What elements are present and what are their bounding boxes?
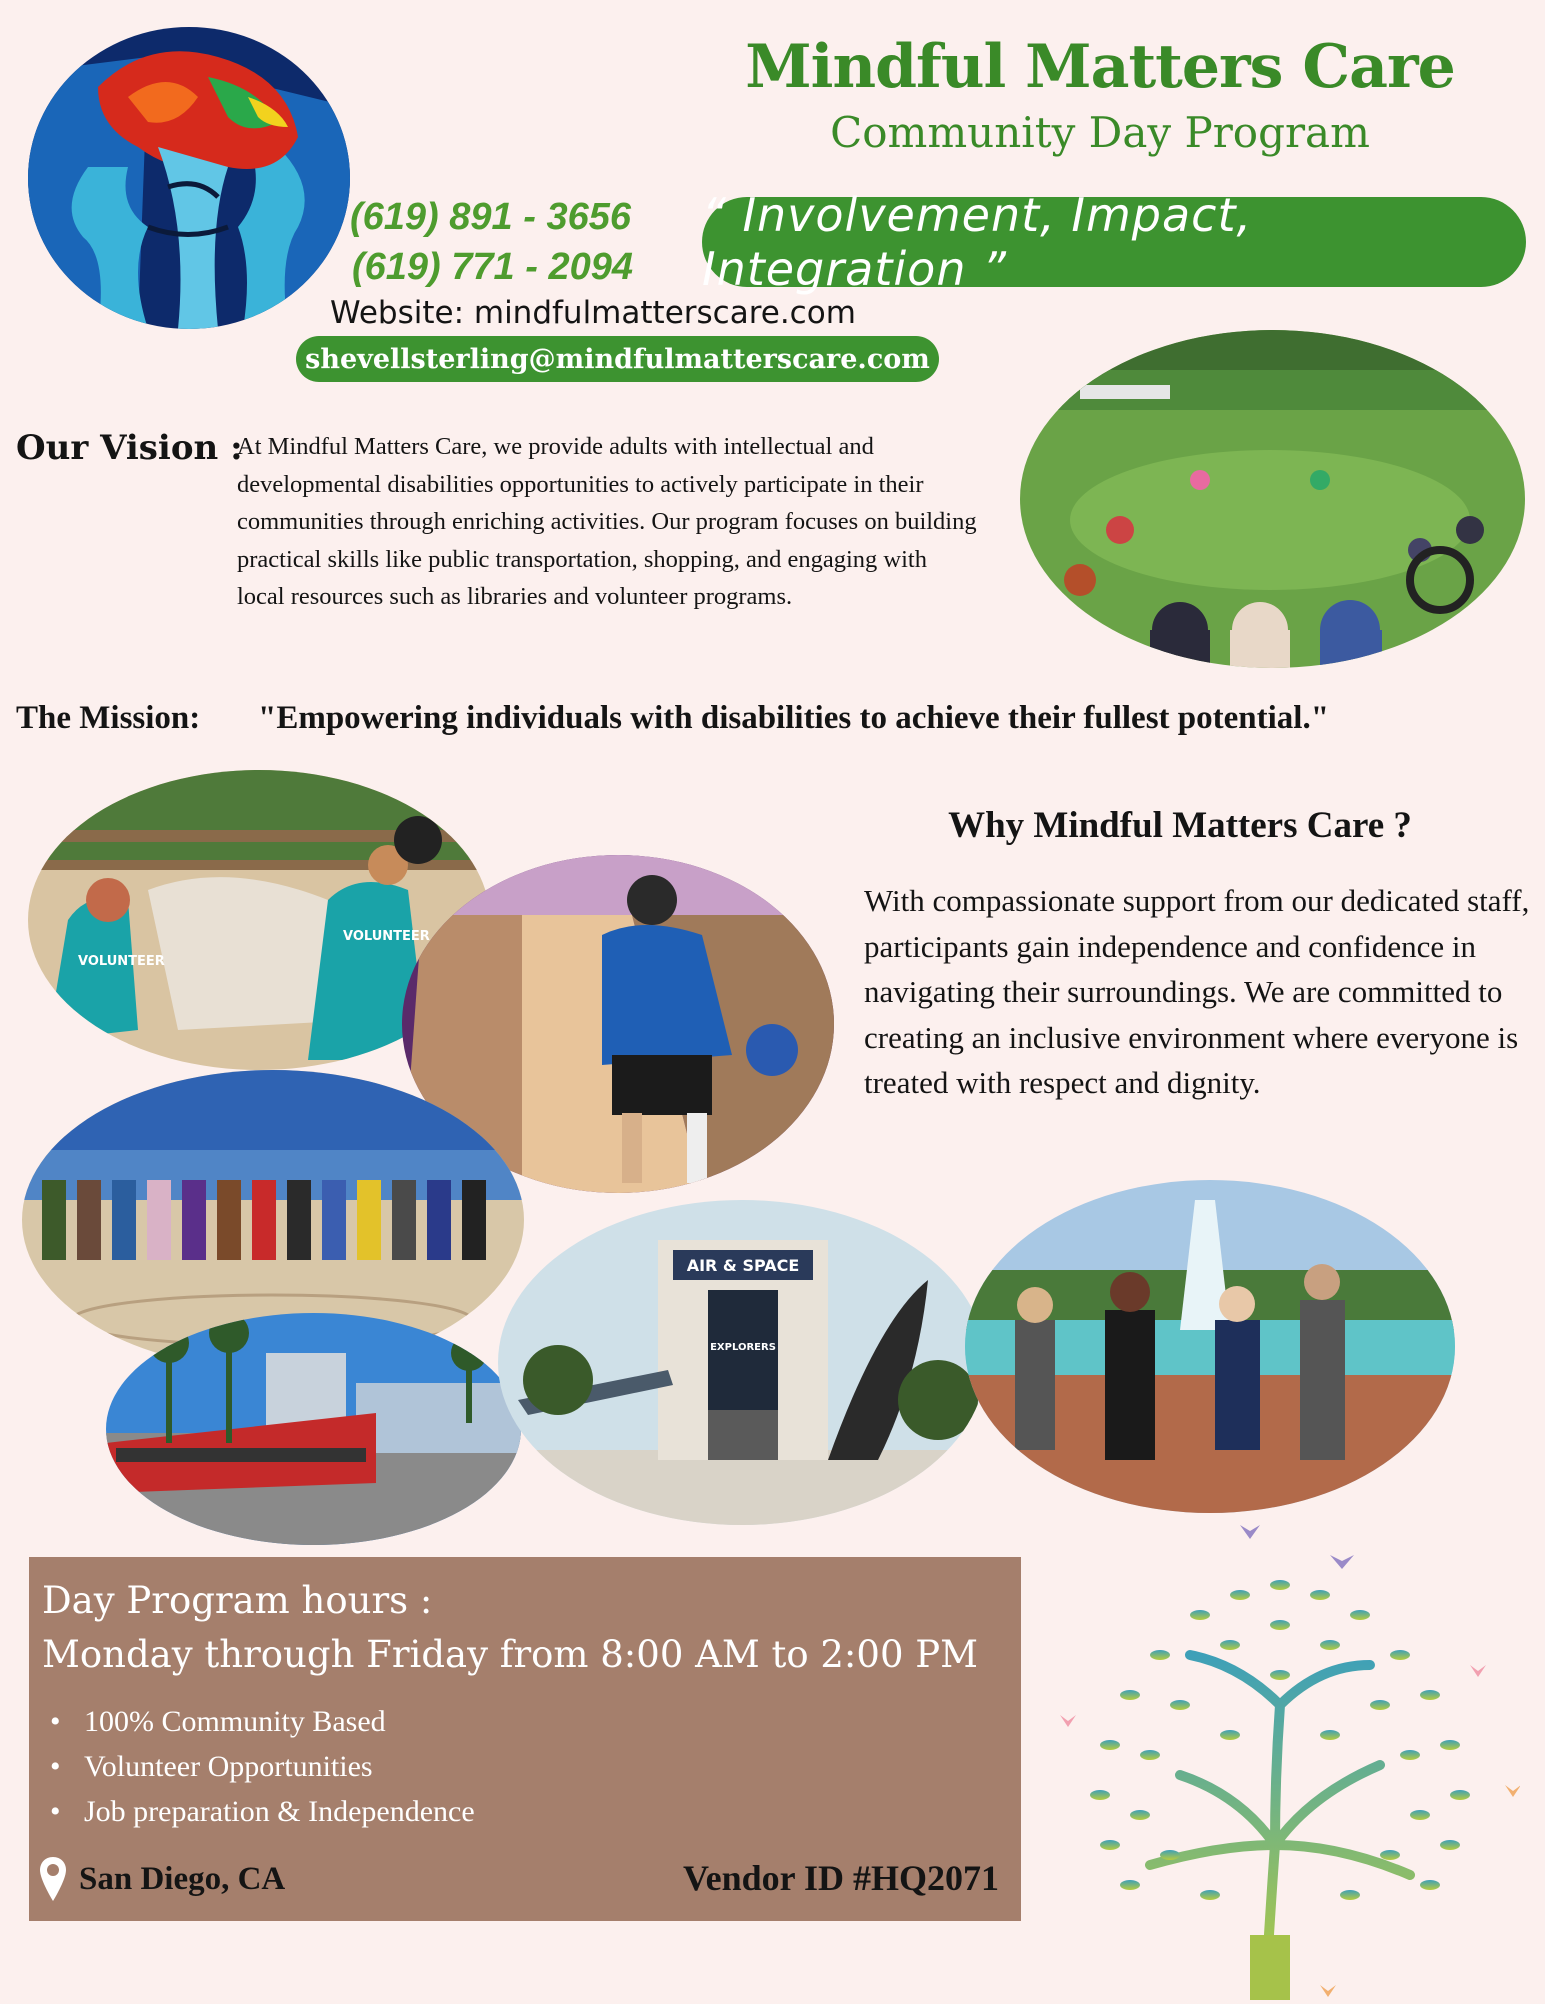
list-item: • 100% Community Based — [50, 1705, 386, 1738]
fountain-group-photo — [965, 1180, 1455, 1513]
hours-detail: Monday through Friday from 8:00 AM to 2:00 PM — [42, 1633, 979, 1676]
museum-banner-text: EXPLORERS — [710, 1342, 776, 1353]
features-list — [42, 1699, 475, 1834]
air-space-museum-photo — [498, 1200, 986, 1525]
location — [39, 1855, 285, 1903]
phone-number-2[interactable]: (619) 771 - 2094 — [352, 246, 633, 288]
why-heading: Why Mindful Matters Care ? — [948, 805, 1412, 846]
volunteer-shirt-text-2: VOLUNTEER — [343, 929, 430, 944]
why-paragraph: With compassionate support from our dedicated staff, participants gain independence and confidence in navigating their surroundings. We are committed to creating an inclusive environment where everyone is treated with respect and dignity. — [864, 883, 1530, 1100]
email-pill[interactable]: shevellsterling@mindfulmatterscare.com — [296, 336, 939, 382]
volunteer-shirt-text-1: VOLUNTEER — [78, 954, 165, 969]
list-item: • Volunteer Opportunities — [50, 1750, 373, 1783]
vision-label: Our Vision : — [16, 428, 243, 468]
map-pin-icon — [39, 1855, 67, 1903]
museum-sign-text: AIR & SPACE — [686, 1256, 800, 1275]
vendor-id: Vendor ID #HQ2071 — [682, 1858, 999, 1898]
list-item: • Job preparation & Independence — [50, 1795, 475, 1828]
tagline-pill: “ Involvement, Impact, Integration ” — [702, 197, 1526, 287]
brand-title: Mindful Matters Care — [745, 32, 1455, 102]
location-text: San Diego, CA — [79, 1860, 286, 1897]
website-link[interactable]: Website: mindfulmatterscare.com — [330, 295, 856, 331]
brand-subtitle: Community Day Program — [830, 108, 1370, 157]
mission-statement: "Empowering individuals with disabilities to achieve their fullest potential." — [258, 700, 1330, 736]
hours-heading: Day Program hours : — [42, 1579, 433, 1622]
group-circle-photo — [1020, 330, 1525, 668]
phone-number-1[interactable]: (619) 891 - 3656 — [350, 196, 631, 238]
vision-paragraph: At Mindful Matters Care, we provide adults with intellectual and developmental disabilities opportunities to actively participate in their communities through enriching activities. Our program focuses on building practical skills like public transportation, shopping, and engaging with local resources such as libraries and volunteer programs. — [237, 433, 977, 610]
tree-illustration — [1040, 1515, 1520, 2000]
mission-label: The Mission: — [16, 700, 201, 736]
brain-logo-image — [28, 27, 350, 329]
trolley-photo — [106, 1313, 521, 1545]
program-info-box — [29, 1557, 1021, 1921]
